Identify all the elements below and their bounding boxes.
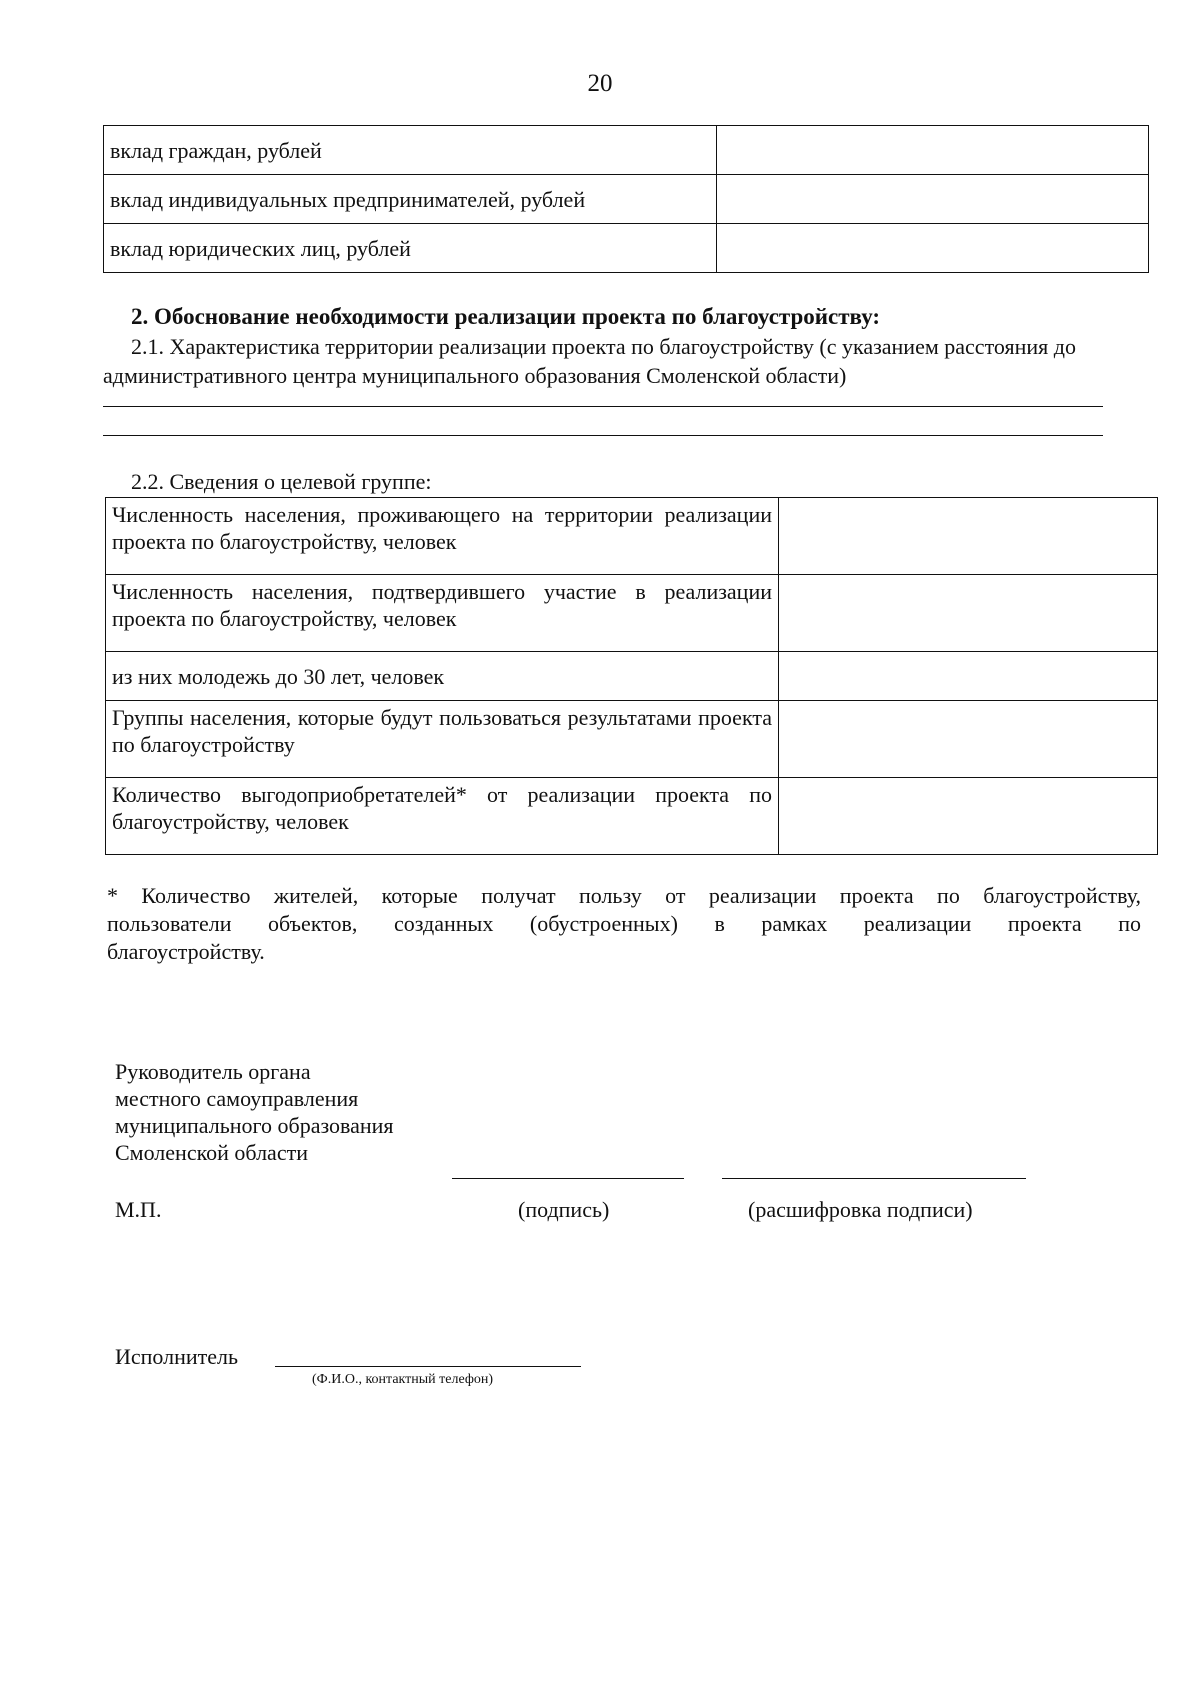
signature-decoding-caption: (расшифровка подписи) — [748, 1197, 973, 1222]
answer-line-1[interactable] — [103, 406, 1103, 407]
footnote-line-2: пользователи объектов, созданных (обустроенных) в рамках реализации проекта по — [107, 911, 1141, 936]
row-value-cell[interactable] — [779, 778, 1158, 855]
table-row — [106, 701, 1158, 778]
table-row — [106, 778, 1158, 855]
signature-caption: (подпись) — [518, 1197, 610, 1222]
row-value-cell[interactable] — [779, 652, 1158, 701]
position-line: Смоленской области — [115, 1140, 308, 1165]
target-group-table — [105, 497, 1158, 855]
row-value-cell[interactable] — [779, 498, 1158, 575]
row-label: вклад граждан, рублей — [104, 126, 717, 175]
row-label: Группы населения, которые будут пользоваться результатами проекта по благоустройству — [106, 701, 779, 778]
row-value-cell[interactable] — [779, 701, 1158, 778]
item-2-1-text: 2.1. Характеристика территории реализации проекта по благоустройству (с указанием расстояния до административного центра муниципального образования Смоленской области) — [103, 334, 1076, 388]
table-row — [106, 652, 1158, 701]
position-line: местного самоуправления — [115, 1086, 359, 1111]
row-label: Численность населения, подтвердившего участие в реализации проекта по благоустройству, человек — [106, 575, 779, 652]
row-value-cell[interactable] — [717, 175, 1149, 224]
table-row — [104, 224, 1149, 273]
signature-line[interactable] — [452, 1178, 684, 1179]
row-value-cell[interactable] — [717, 126, 1149, 175]
page-number: 20 — [587, 70, 613, 97]
executor-caption: (Ф.И.О., контактный телефон) — [312, 1372, 494, 1387]
footnote-line-3: благоустройству. — [107, 939, 265, 964]
stamp-label: М.П. — [115, 1197, 162, 1222]
table-row — [106, 498, 1158, 575]
section-2-title: 2. Обоснование необходимости реализации проекта по благоустройству: — [131, 304, 881, 329]
row-label: из них молодежь до 30 лет, человек — [106, 652, 779, 701]
signature-decoding-line[interactable] — [722, 1178, 1026, 1179]
table-row — [104, 175, 1149, 224]
footnote-line-1: * Количество жителей, которые получат пользу от реализации проекта по благоустройству, — [107, 883, 1141, 908]
executor-label: Исполнитель — [115, 1344, 239, 1369]
table-row — [104, 126, 1149, 175]
position-line: Руководитель органа — [115, 1059, 311, 1084]
row-value-cell[interactable] — [717, 224, 1149, 273]
row-label: Численность населения, проживающего на территории реализации проекта по благоустройству, человек — [106, 498, 779, 575]
row-value-cell[interactable] — [779, 575, 1158, 652]
signatory-position — [115, 1058, 394, 1166]
row-label: вклад индивидуальных предпринимателей, рублей — [104, 175, 717, 224]
item-2-2-title: 2.2. Сведения о целевой группе: — [131, 469, 432, 494]
position-line: муниципального образования — [115, 1113, 394, 1138]
table-row — [106, 575, 1158, 652]
row-label: Количество выгодоприобретателей* от реализации проекта по благоустройству, человек — [106, 778, 779, 855]
answer-line-2[interactable] — [103, 435, 1103, 436]
contributions-table — [103, 125, 1149, 273]
row-label: вклад юридических лиц, рублей — [104, 224, 717, 273]
